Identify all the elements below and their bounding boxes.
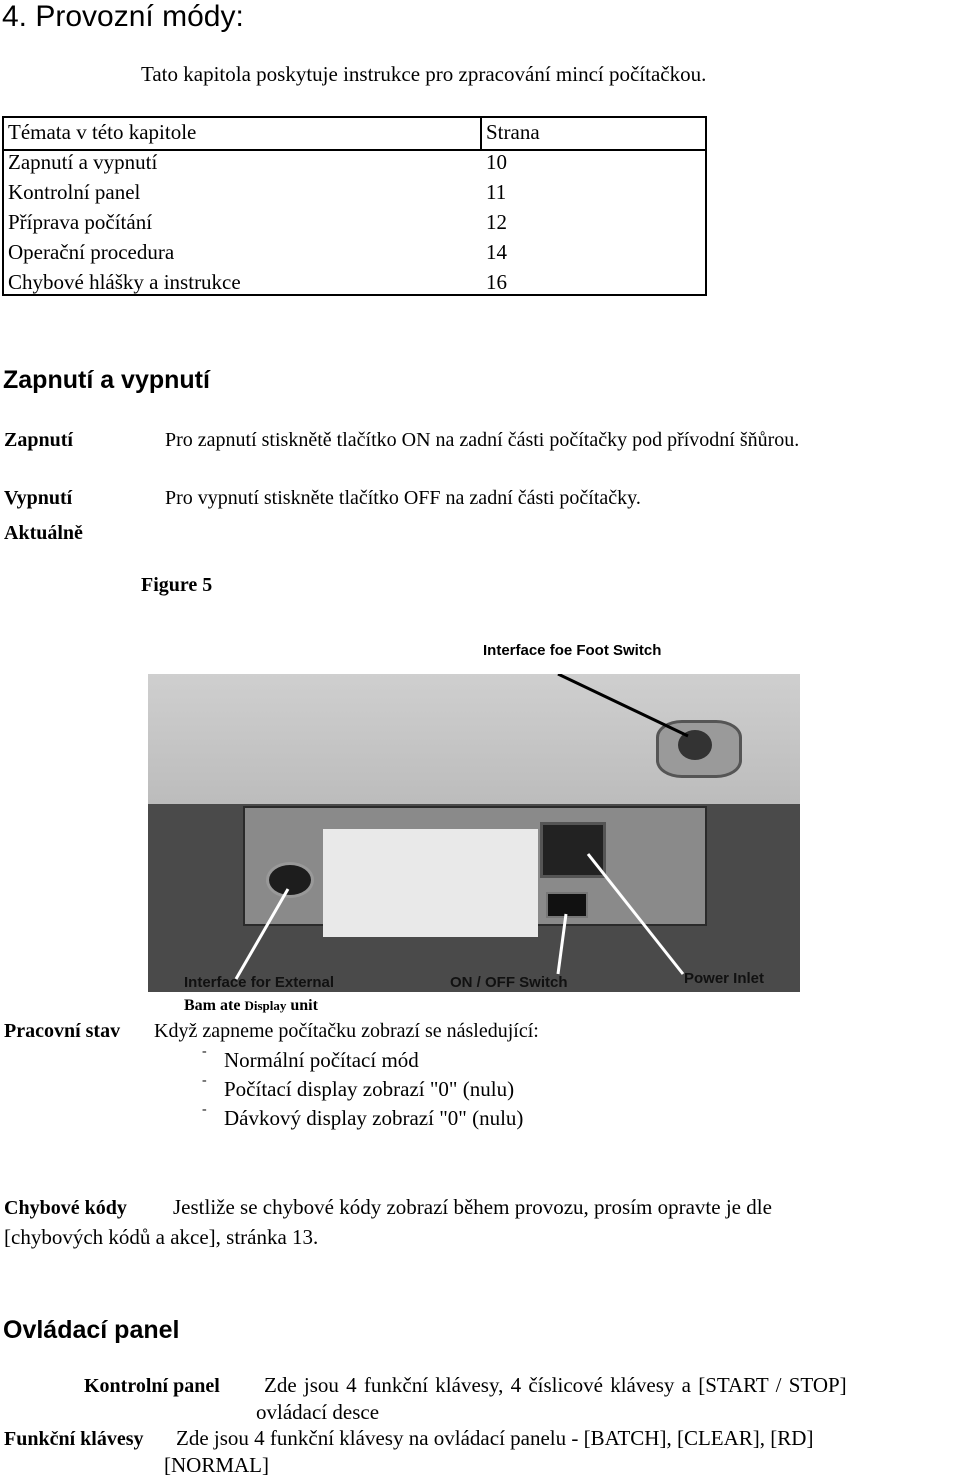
toc-page: 10	[486, 150, 507, 174]
label-on: Zapnutí	[4, 429, 73, 451]
toc-topic: Operační procedura	[8, 240, 175, 264]
label-off: Vypnutí	[4, 487, 73, 509]
bullet-dash: -	[202, 1073, 207, 1088]
photo-annotation-lines	[148, 674, 800, 992]
section-title-power: Zapnutí a vypnutí	[3, 366, 210, 394]
text-off: Pro vypnutí stiskněte tlačítko OFF na zadní části počítačky.	[165, 487, 641, 509]
work-item: Dávkový display zobrazí "0" (nulu)	[224, 1106, 524, 1130]
work-item: Počítací display zobrazí "0" (nulu)	[224, 1077, 515, 1101]
toc-header-row	[4, 118, 705, 148]
label-control-panel: Kontrolní panel	[84, 1375, 220, 1397]
toc-row	[4, 238, 705, 268]
toc-divider	[480, 118, 482, 149]
label-error-codes: Chybové kódy	[4, 1197, 127, 1219]
text-error-codes-2: [chybových kódů a akce], stránka 13.	[4, 1225, 319, 1249]
photo-below-caption	[184, 997, 318, 1015]
label-current: Aktuálně	[4, 522, 83, 544]
caption-external: Interface for External	[184, 974, 335, 991]
bullet-dash: -	[202, 1102, 207, 1117]
label-work-state: Pracovní stav	[4, 1020, 121, 1042]
label-function-keys: Funkční klávesy	[4, 1428, 144, 1450]
text-function-keys-1: Zde jsou 4 funkční klávesy na ovládací panelu - [BATCH], [CLEAR], [RD]	[176, 1426, 814, 1450]
caption-inlet: Power Inlet	[684, 970, 765, 987]
text-error-codes-1: Jestliže se chybové kódy zobrazí během provozu, prosím opravte je dle	[173, 1195, 772, 1219]
toc-page: 16	[486, 270, 507, 294]
toc-header-topic: Témata v této kapitole	[8, 120, 197, 144]
work-item: Normální počítací mód	[224, 1048, 419, 1072]
below-caption-b: Display	[244, 998, 287, 1013]
text-control-panel-2: ovládací desce	[256, 1400, 380, 1424]
figure-top-caption: Interface foe Foot Switch	[483, 642, 662, 659]
toc-topic: Příprava počítání	[8, 210, 153, 234]
toc-page: 14	[486, 240, 507, 264]
text-control-panel-1: Zde jsou 4 funkční klávesy, 4 číslicové klávesy a [START / STOP]	[264, 1373, 847, 1397]
caption-switch: ON / OFF Switch	[450, 974, 568, 991]
text-on: Pro zapnutí stisknětě tlačítko ON na zadní části počítačky pod přívodní šňůrou.	[165, 429, 800, 451]
device-back-photo	[148, 674, 800, 992]
toc-topic: Chybové hlášky a instrukce	[8, 270, 241, 294]
below-caption-c: unit	[290, 997, 318, 1014]
text-function-keys-2: [NORMAL]	[164, 1453, 269, 1477]
text-work-state: Když zapneme počítačku zobrazí se následující:	[154, 1020, 539, 1042]
intro-text: Tato kapitola poskytuje instrukce pro zpracování mincí počítačkou.	[141, 62, 707, 86]
toc-row	[4, 208, 705, 238]
toc-row	[4, 268, 705, 298]
toc-table	[2, 116, 707, 296]
page-title: 4. Provozní módy:	[2, 0, 244, 33]
toc-page: 12	[486, 210, 507, 234]
toc-row	[4, 148, 705, 178]
bullet-dash: -	[202, 1044, 207, 1059]
toc-row	[4, 178, 705, 208]
toc-page: 11	[486, 180, 507, 204]
toc-topic: Kontrolní panel	[8, 180, 141, 204]
toc-header-page: Strana	[486, 120, 540, 144]
below-caption-a: Bam ate	[184, 997, 241, 1014]
section-title-panel: Ovládací panel	[3, 1316, 180, 1344]
toc-topic: Zapnutí a vypnutí	[8, 150, 158, 174]
figure-label: Figure 5	[141, 574, 213, 596]
